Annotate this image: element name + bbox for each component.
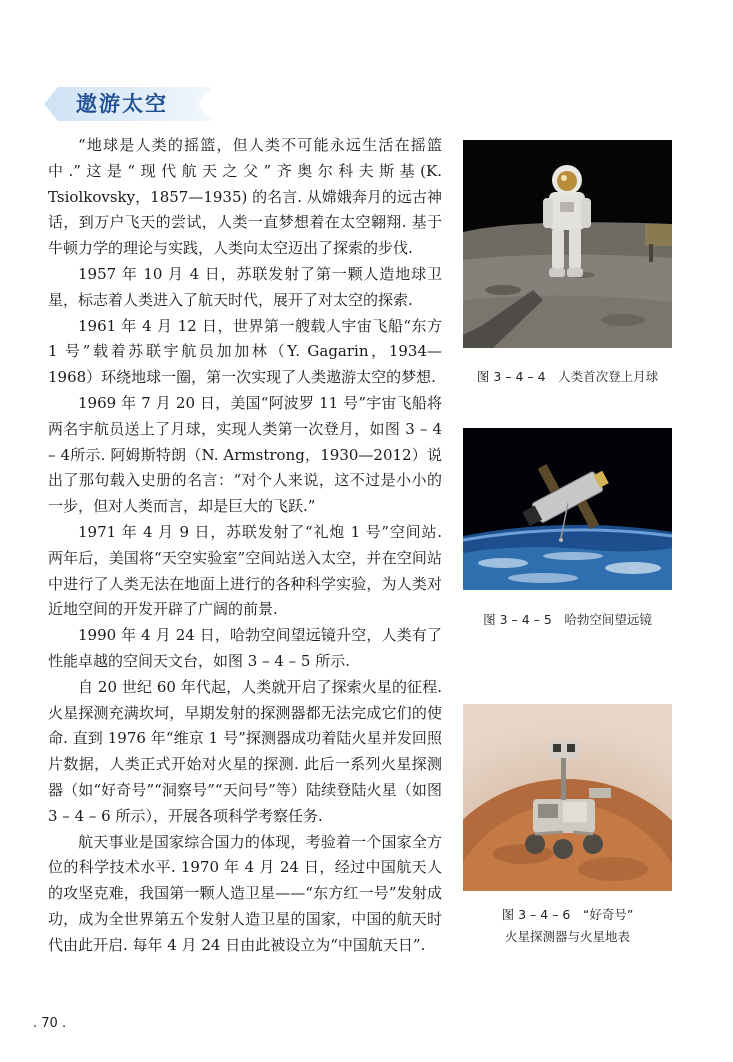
figure-caption bbox=[463, 904, 672, 948]
page-number: . 70 . bbox=[33, 1016, 67, 1031]
paragraph: 1971 年 4 月 9 日，苏联发射了“礼炮 1 号”空间站. 两年后，美国将“天空实验室”空间站送入太空，并在空间站中进行了人类无法在地面上进行的各种科学实验，为人类对近地空间的开发开辟了广阔的前景. bbox=[48, 522, 442, 619]
section-title: 遨游太空 bbox=[76, 92, 168, 116]
paragraph: 航天事业是国家综合国力的体现，考验着一个国家全方位的科学技术水平. 1970 年 4 月 24 日，经过中国航天人的攻坚克难，我国第一颗人造卫星——“东方红一号”发射成功，成为全世界第五个发射人造卫星的国家，中国的航天时代由此开启. 每年 4 月 24 日由此被设立为“中国航天日”. bbox=[48, 832, 442, 954]
paragraph: 自 20 世纪 60 年代起，人类就开启了探索火星的征程. 火星探测充满坎坷，早期发射的探测器都无法完成它们的使命. 直到 1976 年“维京 1 号”探测器成功着陆火星并发回照片数据，人类正式开始对火星的探测. 此后一系列火星探测器（如“好奇号”“洞察号”“天问号”等）陆续登陆火星（如图 3 – 4 – 6 所示），开展各项科学考察任务. bbox=[48, 677, 442, 825]
paragraph: 1957 年 10 月 4 日，苏联发射了第一颗人造地球卫星，标志着人类进入了航天时代，展开了对太空的探索. bbox=[48, 264, 442, 309]
figure-caption-line: 图 3 – 4 – 6 “好奇号” bbox=[501, 907, 634, 922]
paragraph: 1990 年 4 月 24 日，哈勃空间望远镜升空，人类有了性能卓越的空间天文台，如图 3 – 4 – 5 所示. bbox=[48, 626, 442, 670]
paragraph: 1961 年 4 月 12 日，世界第一艘载人宇宙飞船“东方 1 号”载着苏联宇航员加加林（Y. Gagarin，1934—1968）环绕地球一圈，第一次实现了人类遨游太空的梦想. bbox=[48, 316, 442, 387]
paragraph: “地球是人类的摇篮，但人类不可能永远生活在摇篮中.”这是“现代航天之父”齐奥尔科夫斯基(K. Tsiolkovsky，1857—1935) 的名言. 从嫦娥奔月的远古神话，到万户飞天的尝试，人类一直梦想着在太空翱翔. 基于牛顿力学的理论与实践，人类向太空迈出了探索的步伐. bbox=[48, 136, 442, 258]
moon-landing-photo bbox=[463, 140, 672, 348]
curiosity-image bbox=[463, 704, 672, 891]
hubble-telescope-photo bbox=[463, 428, 672, 590]
curiosity-rover-photo bbox=[463, 704, 672, 891]
figure-caption-line: 火星探测器与火星地表 bbox=[504, 929, 630, 944]
figure-caption: 图 3 – 4 – 5 哈勃空间望远镜 bbox=[483, 612, 652, 627]
hubble-image bbox=[463, 428, 672, 590]
figure-caption: 图 3 – 4 – 4 人类首次登上月球 bbox=[476, 369, 659, 384]
moon-landing-image bbox=[463, 140, 672, 348]
article-body bbox=[48, 133, 442, 959]
paragraph: 1969 年 7 月 20 日，美国“阿波罗 11 号”宇宙飞船将两名宇航员送上了月球，实现人类第一次登月，如图 3 – 4 – 4所示. 阿姆斯特朗（N. Armstrong，1930—2012）说出了那句载入史册的名言：“对个人来说，这不过是小小的一步，但对人类而言，却是巨大的飞跃.” bbox=[48, 393, 442, 516]
